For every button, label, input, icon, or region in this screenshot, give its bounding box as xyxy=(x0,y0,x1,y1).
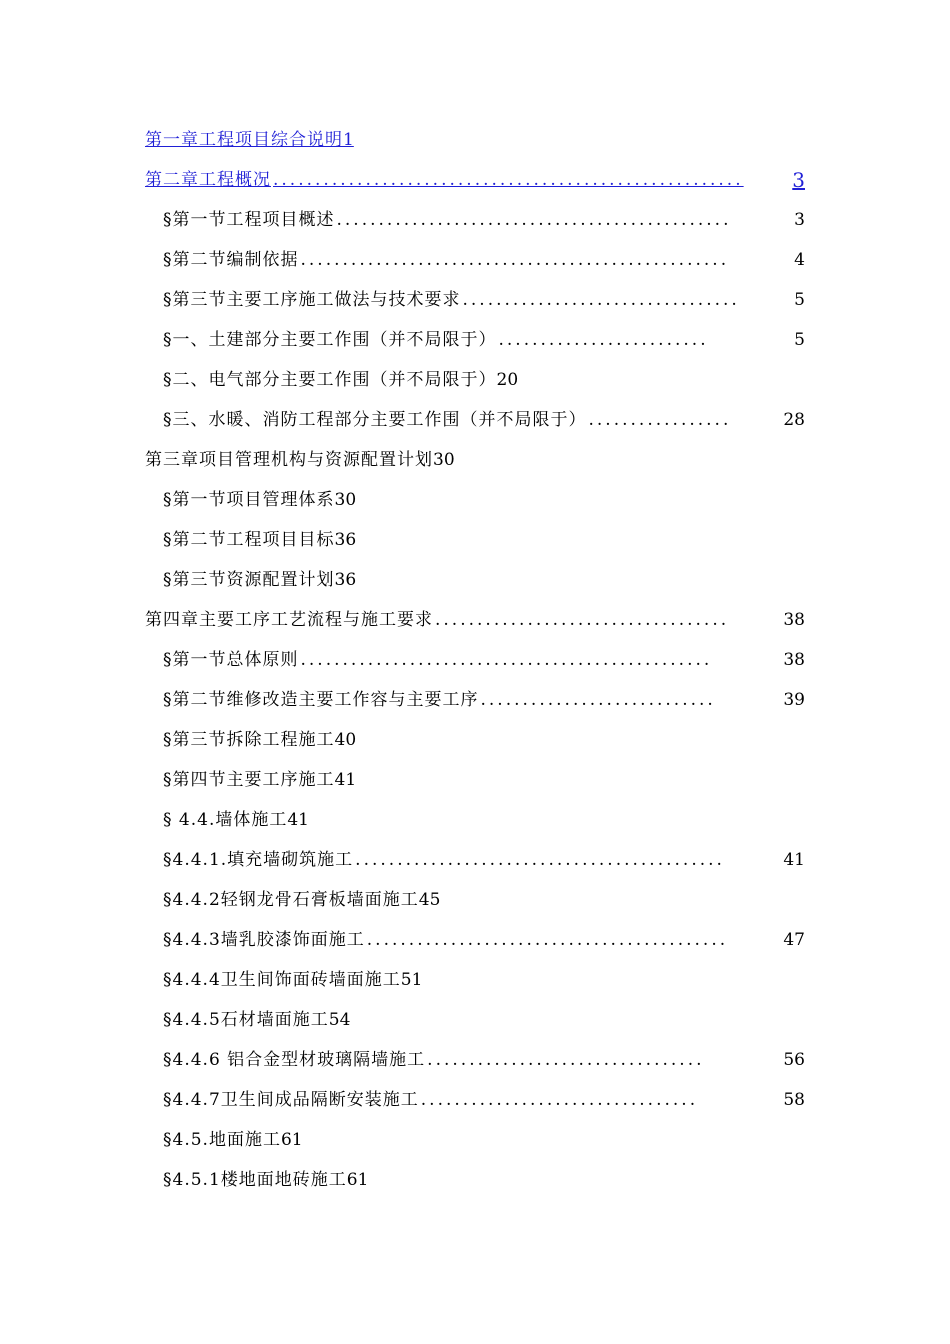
toc-entry-title: §第四节主要工序施工 xyxy=(163,770,335,790)
toc-entry xyxy=(163,1004,350,1032)
toc-entry-page: 41 xyxy=(287,810,309,830)
toc-entry-title: 第一章工程项目综合说明 xyxy=(145,130,343,150)
toc-entry-page: 3 xyxy=(794,210,805,230)
toc-entry xyxy=(163,1164,368,1192)
toc-entry xyxy=(163,684,805,712)
toc-entry-page: 38 xyxy=(783,610,805,630)
toc-entry-page: 61 xyxy=(280,1130,303,1150)
toc-entry-page: 41 xyxy=(334,770,357,790)
toc-entry-title: 第三章项目管理机构与资源配置计划 xyxy=(145,450,433,470)
toc-entry xyxy=(163,724,356,752)
toc-entry-title: §三、水暖、消防工程部分主要工作围（并不局限于） xyxy=(163,410,587,430)
toc-leader: ................................. xyxy=(427,1050,705,1070)
toc-entry xyxy=(163,404,805,432)
toc-entry-page: 56 xyxy=(783,1050,805,1070)
toc-entry xyxy=(163,564,356,592)
toc-entry-title: §第二节工程项目目标 xyxy=(163,530,335,550)
toc-entry xyxy=(163,764,356,792)
toc-entry xyxy=(163,484,356,512)
toc-entry xyxy=(163,1124,303,1152)
toc-leader: ........................................................ xyxy=(273,170,744,190)
toc-leader: ................................................... xyxy=(300,250,730,270)
toc-entry-title: §第二节编制依据 xyxy=(163,250,299,270)
toc-entry-title: 第二章工程概况 xyxy=(145,170,271,190)
toc-entry xyxy=(163,324,805,352)
toc-entry xyxy=(163,284,805,312)
toc-entry-page: 39 xyxy=(783,690,805,710)
toc-entry-page: 36 xyxy=(334,570,357,590)
toc-entry-page: 36 xyxy=(334,530,357,550)
toc-entry xyxy=(163,844,805,872)
toc-entry-title: §4.4.4卫生间饰面砖墙面施工 xyxy=(163,970,401,990)
toc-entry xyxy=(163,964,422,992)
toc-entry-title: §4.5.1楼地面地砖施工 xyxy=(163,1170,347,1190)
toc-entry xyxy=(163,1084,805,1112)
toc-leader: ............................................... xyxy=(336,210,732,230)
toc-entry-page: 30 xyxy=(334,490,357,510)
toc-entry-title: 第四章主要工序工艺流程与施工要求 xyxy=(145,610,433,630)
toc-entry-title: §4.4.5石材墙面施工 xyxy=(163,1010,329,1030)
toc-link-chapter-1[interactable] xyxy=(145,124,354,152)
toc-entry-page: 5 xyxy=(794,290,805,310)
toc-entry-title: §4.4.2轻钢龙骨石膏板墙面施工 xyxy=(163,890,419,910)
toc-entry-title: §4.4.1.填充墙砌筑施工 xyxy=(163,850,354,870)
toc-entry-title: §4.4.6 铝合金型材玻璃隔墙施工 xyxy=(163,1050,426,1070)
toc-entry-title: §第一节工程项目概述 xyxy=(163,210,335,230)
toc-leader: ......................... xyxy=(498,330,709,350)
toc-entry xyxy=(163,924,805,952)
toc-entry-page: 1 xyxy=(343,130,354,150)
toc-leader: ............................ xyxy=(480,690,716,710)
toc-entry-page: 30 xyxy=(433,450,455,470)
toc-leader: ............................................ xyxy=(355,850,725,870)
toc-entry xyxy=(163,364,518,392)
toc-entry-title: §第一节项目管理体系 xyxy=(163,490,335,510)
toc-leader: ........................................... xyxy=(366,930,729,950)
toc-entry-page: 28 xyxy=(783,410,805,430)
toc-leader: ................................... xyxy=(435,610,730,630)
toc-entry xyxy=(163,804,309,832)
toc-entry-page: 38 xyxy=(783,650,805,670)
toc-entry xyxy=(163,244,805,272)
toc-entry-title: §二、电气部分主要工作围（并不局限于） xyxy=(163,370,497,390)
toc-leader: ................. xyxy=(588,410,732,430)
toc-entry xyxy=(163,884,440,912)
toc-entry-title: §一、土建部分主要工作围（并不局限于） xyxy=(163,330,497,350)
toc-entry-title: §第二节维修改造主要工作容与主要工序 xyxy=(163,690,479,710)
toc-link-chapter-2[interactable] xyxy=(145,164,805,192)
toc-entry-title: § 4.4.墙体施工 xyxy=(163,810,288,830)
toc-entry-page: 20 xyxy=(496,370,519,390)
toc-entry-page: 47 xyxy=(783,930,805,950)
toc-leader: ................................. xyxy=(420,1090,699,1110)
toc-entry xyxy=(163,204,805,232)
toc-entry-chapter xyxy=(145,444,455,472)
toc-entry-page: 51 xyxy=(400,970,423,990)
toc-entry-page: 61 xyxy=(346,1170,369,1190)
toc-entry-title: §第一节总体原则 xyxy=(163,650,299,670)
toc-entry-page: 45 xyxy=(418,890,441,910)
toc-entry-page: 58 xyxy=(783,1090,805,1110)
toc-entry-page: 54 xyxy=(328,1010,351,1030)
toc-entry-title: §4.4.3墙乳胶漆饰面施工 xyxy=(163,930,365,950)
toc-leader: ................................. xyxy=(462,290,740,310)
toc-entry-title: §第三节拆除工程施工 xyxy=(163,730,335,750)
toc-entry-page: 3 xyxy=(792,168,805,192)
toc-entry-title: §第三节资源配置计划 xyxy=(163,570,335,590)
toc-entry-title: §4.5.地面施工 xyxy=(163,1130,281,1150)
toc-entry xyxy=(163,644,805,672)
toc-entry xyxy=(163,1044,805,1072)
toc-entry-title: §4.4.7卫生间成品隔断安装施工 xyxy=(163,1090,419,1110)
toc-entry-chapter xyxy=(145,604,805,632)
toc-entry-page: 41 xyxy=(783,850,805,870)
toc-entry-page: 40 xyxy=(334,730,357,750)
toc-entry-page: 4 xyxy=(794,250,805,270)
toc-entry xyxy=(163,524,356,552)
toc-leader: ................................................. xyxy=(300,650,713,670)
toc-entry-page: 5 xyxy=(794,330,805,350)
toc-entry-title: §第三节主要工序施工做法与技术要求 xyxy=(163,290,461,310)
